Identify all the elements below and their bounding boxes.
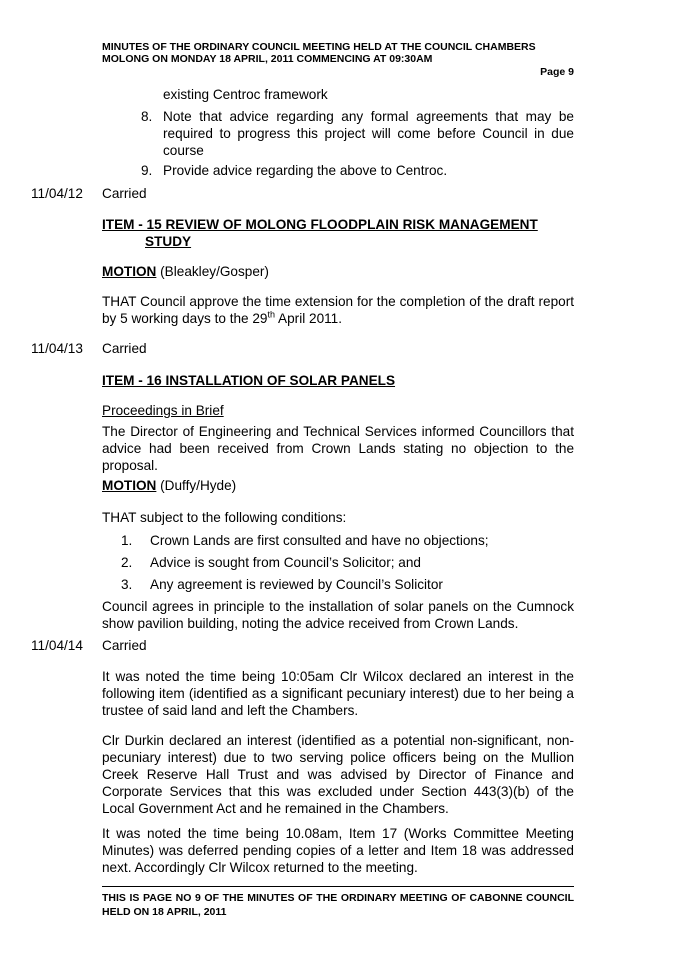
condition-text: Crown Lands are first consulted and have no objections;: [150, 533, 489, 548]
item-15-title-cont: STUDY: [145, 234, 192, 249]
list-text: Provide advice regarding the above to Centroc.: [163, 163, 448, 178]
resolution-superscript: th: [267, 309, 276, 320]
motion-movers: (Duffy/Hyde): [160, 478, 237, 493]
list-item: [141, 162, 574, 179]
list-text: Note that advice regarding any formal agreements that may be required to progress this project will come before Council in due course: [163, 109, 574, 158]
proceedings-text: The Director of Engineering and Technical Services informed Councillors that advice had been received from Crown Lands stating no objection to the proposal.: [102, 424, 574, 473]
condition-number: 1.: [121, 533, 133, 548]
proceedings-label: Proceedings in Brief: [102, 403, 224, 418]
list-item: [141, 108, 574, 159]
item-15-resolution: [102, 293, 574, 327]
condition-text: Any agreement is reviewed by Council’s Solicitor: [150, 577, 443, 592]
condition-number: 2.: [121, 555, 133, 570]
footer-text: THIS IS PAGE NO 9 OF THE MINUTES OF THE ORDINARY MEETING OF CABONNE COUNCIL HELD ON 18 APRIL, 2011: [102, 892, 574, 918]
resolution-text-end: April 2011.: [275, 311, 343, 326]
condition-text: Advice is sought from Council’s Solicitor; and: [150, 555, 421, 570]
item-16-title: ITEM - 16 INSTALLATION OF SOLAR PANELS: [102, 373, 396, 388]
item-15-title: ITEM - 15 REVIEW OF MOLONG FLOODPLAIN RISK MANAGEMENT: [102, 217, 538, 232]
resolution-status: Carried: [102, 186, 147, 201]
note-paragraph: It was noted the time being 10:05am Clr Wilcox declared an interest in the following item (identified as a significant pecuniary interest) due to her being a trustee of said land and left the Chambers.: [102, 669, 574, 718]
note-paragraph: It was noted the time being 10.08am, Item 17 (Works Committee Meeting Minutes) was deferred pending copies of a letter and Item 18 was addressed next. Accordingly Clr Wilcox returned to the meeting.: [102, 826, 574, 875]
resolution-number: 11/04/13: [31, 341, 83, 356]
page-number: Page 9: [540, 66, 574, 78]
continued-text: existing Centroc framework: [163, 87, 328, 102]
header-line-2: MOLONG ON MONDAY 18 APRIL, 2011 COMMENCING AT 09:30AM: [102, 53, 433, 65]
item-16-motion: [102, 477, 574, 494]
header-line-1: MINUTES OF THE ORDINARY COUNCIL MEETING HELD AT THE COUNCIL CHAMBERS: [102, 41, 536, 53]
resolution-number: 11/04/14: [31, 638, 83, 653]
footer-rule: [102, 886, 574, 887]
resolution-intro: THAT subject to the following conditions:: [102, 510, 347, 525]
item-15-motion: [102, 263, 574, 280]
resolution-text: THAT Council approve the time extension for the completion of the draft report by 5 working days to the 29: [102, 294, 574, 326]
list-number: 8.: [141, 109, 153, 124]
resolution-number: 11/04/12: [31, 186, 83, 201]
list-number: 9.: [141, 163, 153, 178]
condition-number: 3.: [121, 577, 133, 592]
resolution-status: Carried: [102, 341, 147, 356]
motion-movers: (Bleakley/Gosper): [160, 264, 269, 279]
motion-label: MOTION: [102, 264, 157, 279]
resolution-outro: Council agrees in principle to the installation of solar panels on the Cumnock show pavilion building, noting the advice received from Crown Lands.: [102, 599, 574, 631]
resolution-status: Carried: [102, 638, 147, 653]
note-paragraph: Clr Durkin declared an interest (identified as a potential non-significant, non-pecuniary interest) due to two serving police officers being on the Mullion Creek Reserve Hall Trust and was advised by Director of Finance and Corporate Services that this was excluded under Section 443(3)(b) of the Local Government Act and he remained in the Chambers.: [102, 733, 574, 816]
motion-label: MOTION: [102, 478, 157, 493]
